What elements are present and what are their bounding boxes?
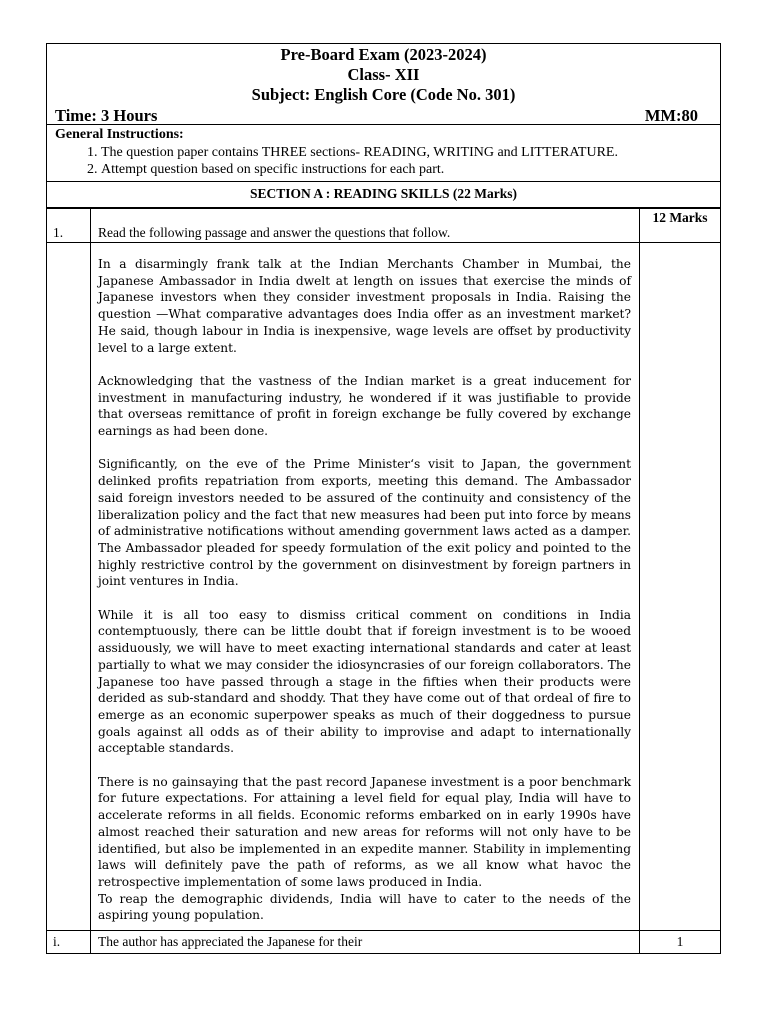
sub-question-row (47, 931, 721, 954)
passage-paragraph: There is no gainsaying that the past record Japanese investment is a poor benchmark for future expectations. For attaining a level field for equal play, India will have to accelerate reforms in all fields. Economic reforms embarked on in early 1990s have almost reached their saturation and new areas for reforms will not only have to be identified, but also be implemented in an expedite manner. Stability in implementing laws will definitely pave the path of reforms, as we all know what havoc the retrospective implementation of some laws produced in India. (98, 774, 631, 889)
question-prompt: Read the following passage and answer the questions that follow. (98, 225, 451, 240)
passage-paragraph: Significantly, on the eve of the Prime Minister‘s visit to Japan, the government delinked profits repatriation from exports, meeting this demand. The Ambassador said foreign investors needed to be assured of the continuity and consistency of the liberalization policy and the fact that new measures had been put into force by means of administrative notifications without amending government laws acted as a damper. The Ambassador pleaded for speedy formulation of the exit policy and pointed to the highly restrictive control by the government on disinvestment by foreign partners in joint ventures in India. (98, 457, 631, 589)
general-instructions (47, 124, 720, 181)
exam-title: Pre-Board Exam (2023-2024) (280, 45, 487, 64)
passage-paragraph: In a disarmingly frank talk at the Indian Merchants Chamber in Mumbai, the Japanese Ambassador in India dwelt at length on issues that exercise the minds of Japanese investors when they consider investment proposals in India. Raising the question —What comparative advantages does India offer as an investment market? He said, though labour in India is inexpensive, wage levels are offset by productivity level to a large extent. (98, 257, 631, 355)
question-marks: 12 Marks (652, 210, 708, 225)
question-table (46, 207, 721, 954)
instruction-item: 1. The question paper contains THREE sections- READING, WRITING and LITTERATURE. (101, 144, 712, 161)
passage-paragraph: Acknowledging that the vastness of the Indian market is a great inducement for investment in manufacturing industry, he wondered if it was justifiable to provide that overseas remittance of profit in foreign exchange be fully covered by exchange earnings as had been done. (98, 373, 631, 439)
max-marks-label: MM:80 (644, 106, 698, 125)
reading-passage (91, 243, 639, 930)
passage-paragraph: To reap the demographic dividends, India will have to cater to the needs of the aspiring young population. (98, 891, 631, 923)
time-label: Time: 3 Hours (55, 106, 158, 125)
question-row (47, 208, 721, 243)
question-number: 1. (53, 225, 64, 240)
class-label: Class- XII (347, 65, 420, 84)
sub-question-marks: 1 (676, 934, 684, 950)
passage-paragraph: While it is all too easy to dismiss critical comment on conditions in India contemptuously, there can be little doubt that if foreign investment is to be wooed assiduously, we will have to meet exacting international standards and cater at least partially to what we may consider the idiosyncrasies of our foreign collaborators. The Japanese too have passed through a stage in the fifties when their products were derided as sub-standard and shoddy. That they have come out of that ordeal of fire to emerge as an economic superpower speaks as much of their doggedness to pursue goals against all odds as of their ability to improvise and adapt to internationally acceptable standards. (98, 607, 631, 756)
section-a-heading: SECTION A : READING SKILLS (22 Marks) (47, 181, 720, 208)
instructions-title: General Instructions: (55, 127, 184, 142)
passage-row (47, 243, 721, 931)
exam-paper (46, 43, 721, 209)
sub-question-text: The author has appreciated the Japanese for their (98, 934, 363, 950)
exam-header (47, 44, 720, 124)
sub-question-number: i. (53, 934, 61, 950)
subject-label: Subject: English Core (Code No. 301) (251, 85, 516, 104)
instruction-item: 2. Attempt question based on specific instructions for each part. (101, 161, 712, 178)
instructions-list (55, 144, 712, 178)
